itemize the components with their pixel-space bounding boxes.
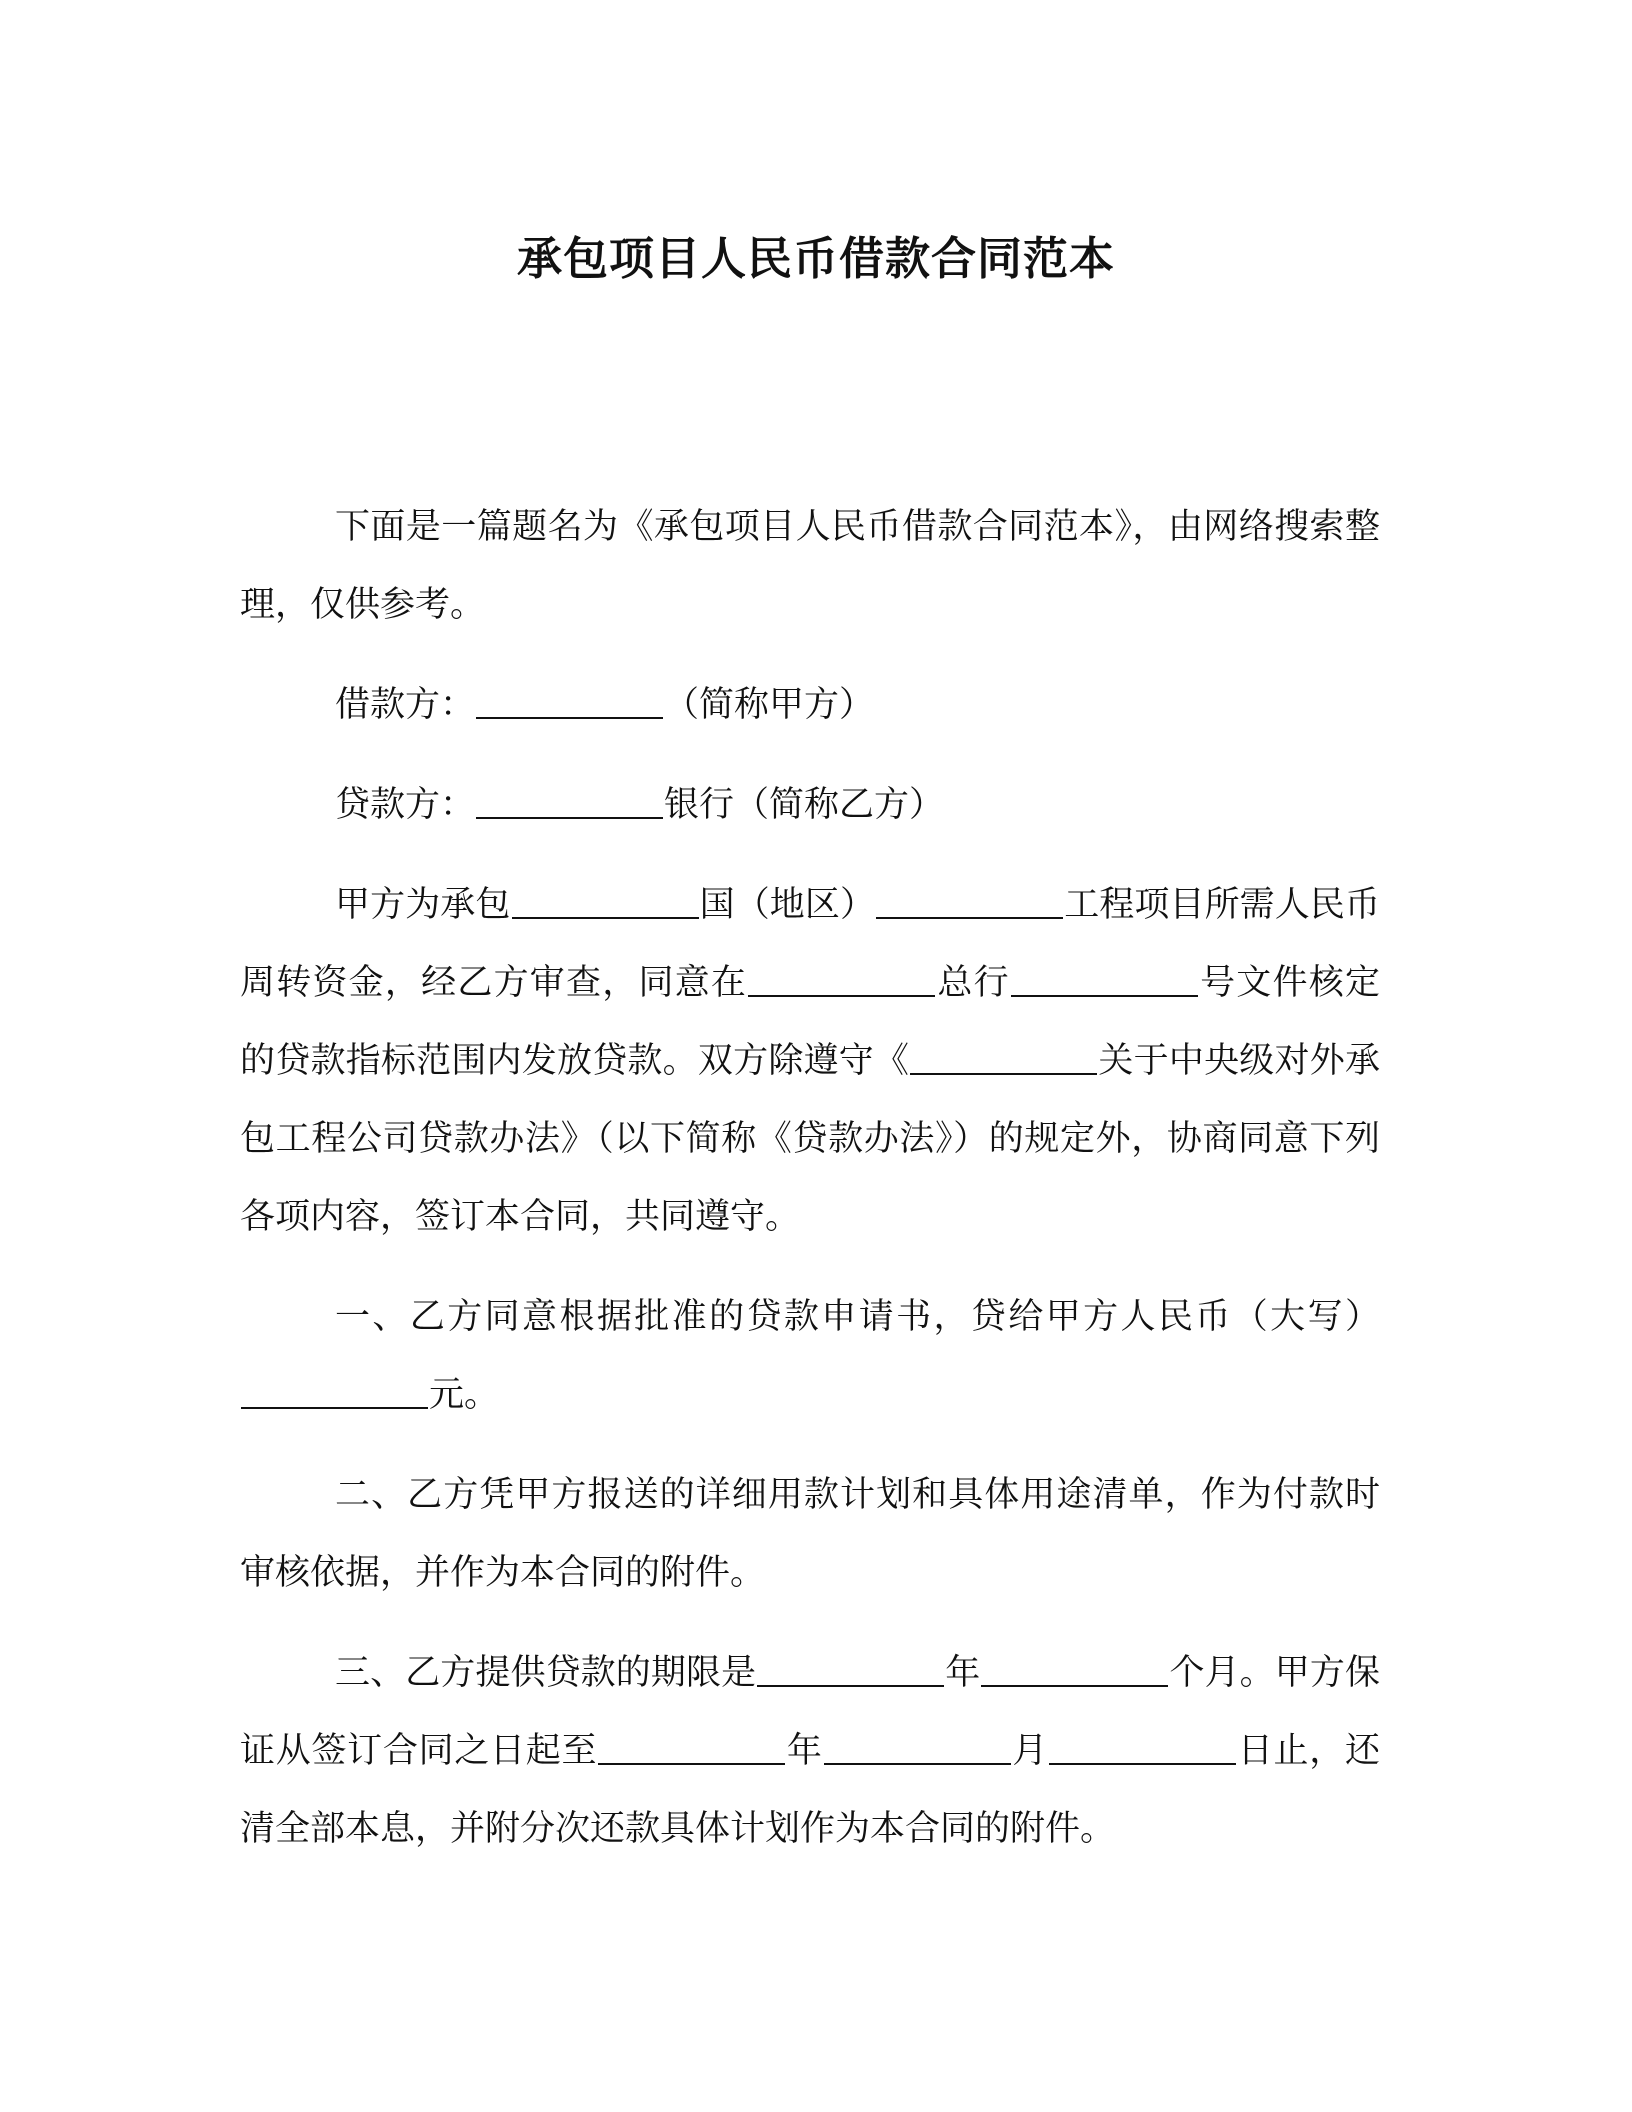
paragraph-text: 年	[786, 1731, 823, 1771]
paragraph-text: 下面是一篇题名为《承包项目人民币借款合同范本》，由网络搜索整理，仅供参考。	[240, 507, 1380, 625]
paragraph-text: 号文件核定的贷款指标范围内发放贷款。双方除遵守《	[240, 963, 1380, 1081]
fill-in-blank	[476, 787, 663, 819]
fill-in-blank	[598, 1733, 785, 1765]
paragraph-text: 个月。甲方保证从签订合同之日起至	[240, 1653, 1380, 1771]
paragraph-clause-2	[240, 1456, 1380, 1612]
fill-in-blank	[757, 1655, 944, 1687]
paragraph-text: 工程项目所需人民币周转资金，经乙方审查，同意在	[240, 885, 1380, 1003]
paragraph-text: 贷款方：	[335, 785, 476, 825]
fill-in-blank	[981, 1655, 1168, 1687]
fill-in-blank	[910, 1043, 1097, 1075]
paragraph-text: 一、乙方同意根据批准的贷款申请书，贷给甲方人民币（大写）	[335, 1297, 1380, 1337]
paragraph-clause-3	[240, 1634, 1380, 1868]
paragraph-text: 二、乙方凭甲方报送的详细用款计划和具体用途清单，作为付款时审核依据，并作为本合同的附件。	[240, 1475, 1380, 1593]
fill-in-blank	[748, 965, 935, 997]
paragraph-intro	[240, 488, 1380, 644]
paragraph-text: 银行（简称乙方）	[664, 785, 945, 825]
paragraph-text: 甲方为承包	[335, 885, 511, 925]
paragraph-preamble	[240, 866, 1380, 1256]
paragraph-text: （简称甲方）	[664, 685, 875, 725]
paragraph-lender	[240, 766, 1380, 844]
paragraph-text: 三、乙方提供贷款的期限是	[335, 1653, 757, 1693]
fill-in-blank	[824, 1733, 1011, 1765]
fill-in-blank	[876, 887, 1063, 919]
paragraph-text: 元。	[429, 1375, 500, 1415]
paragraph-clause-1	[240, 1278, 1380, 1434]
paragraph-text: 月	[1011, 1731, 1049, 1771]
fill-in-blank	[512, 887, 699, 919]
document-title: 承包项目人民币借款合同范本	[516, 232, 1115, 285]
fill-in-blank	[1049, 1733, 1236, 1765]
paragraph-text: 关于中央级对外承包工程公司贷款办法》（以下简称《贷款办法》）的规定外，协商同意下列各项内容，签订本合同，共同遵守。	[240, 1041, 1380, 1237]
paragraph-borrower	[240, 666, 1380, 744]
paragraph-text: 借款方：	[335, 685, 476, 725]
paragraph-text: 总行	[936, 963, 1010, 1003]
fill-in-blank	[476, 687, 663, 719]
fill-in-blank	[241, 1377, 428, 1409]
paragraph-text: 年	[945, 1653, 981, 1693]
document-body	[240, 488, 1380, 1890]
fill-in-blank	[1011, 965, 1198, 997]
paragraph-text: 日止，还清全部本息，并附分次还款具体计划作为本合同的附件。	[240, 1731, 1380, 1849]
paragraph-text: 国（地区）	[699, 885, 876, 925]
